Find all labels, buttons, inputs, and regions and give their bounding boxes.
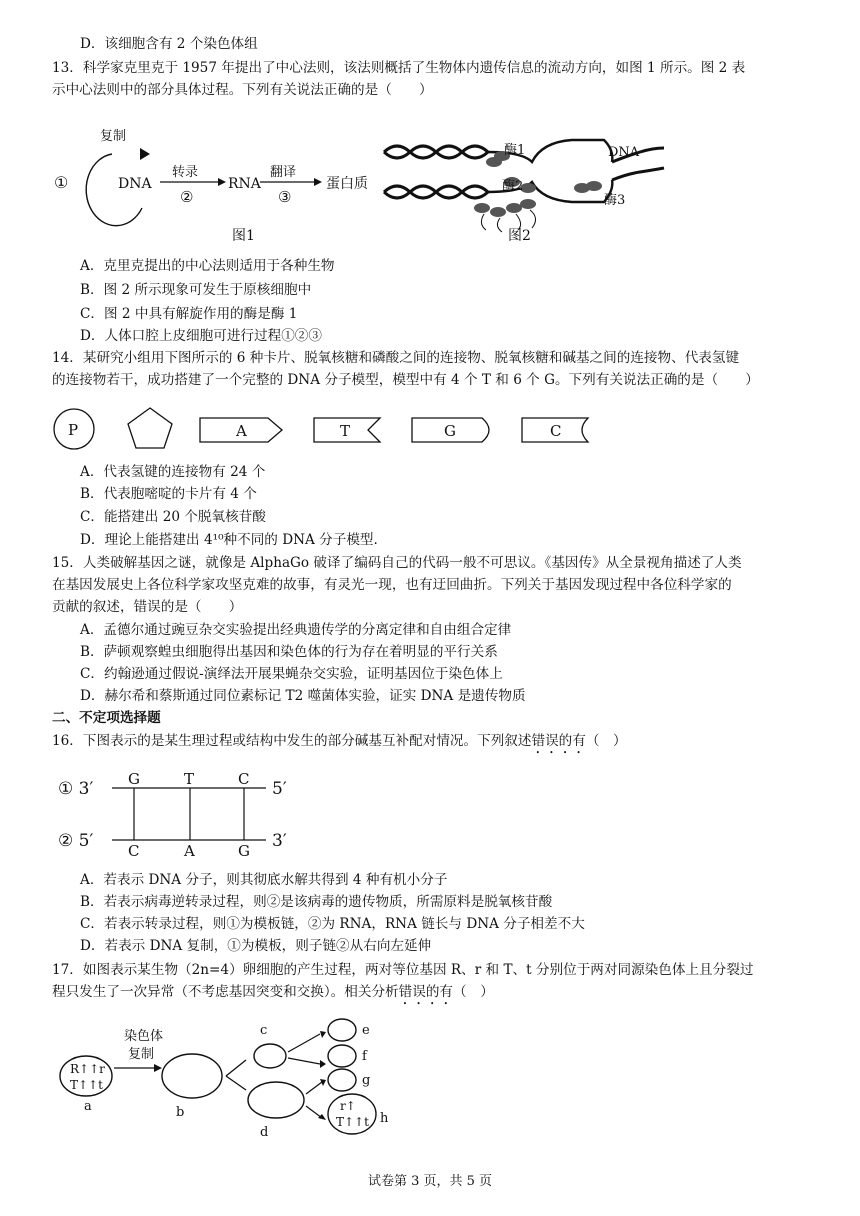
rna-label: RNA	[228, 176, 261, 192]
q16-base-pairing-diagram	[58, 762, 318, 872]
top-base: T	[184, 770, 195, 788]
q13-figure2-replication	[382, 122, 672, 242]
enzyme1-label: 酶1	[504, 143, 526, 158]
cell-e	[328, 1019, 356, 1041]
section-heading: 二、不定项选择题	[52, 710, 161, 726]
cell-h-genes-top: r↑	[340, 1099, 356, 1113]
dup-label: 复制	[128, 1047, 155, 1062]
cell-a-label: a	[84, 1099, 92, 1114]
enzyme3-label: 酶3	[604, 193, 626, 208]
cell-g	[328, 1069, 356, 1091]
q13-figure1-central-dogma	[52, 122, 392, 242]
cell-f	[328, 1045, 356, 1067]
q13-option-d: D．人体口腔上皮细胞可进行过程①②③	[80, 328, 322, 344]
page-footer: 试卷第 3 页，共 5 页	[367, 1174, 493, 1189]
cell-b-label: b	[176, 1105, 185, 1120]
q16-option-d: D．若表示 DNA 复制，①为模板，则子链②从右向左延伸	[80, 938, 432, 954]
q14-stem-line1: 14．某研究小组用下图所示的 6 种卡片、脱氧核糖和磷酸之间的连接物、脱氧核糖和碱基之间的连接物、代表氢键	[52, 350, 740, 366]
bottom-base: C	[128, 842, 140, 860]
q14-option-d: D．理论上能搭建出 4¹⁰种不同的 DNA 分子模型.	[80, 532, 378, 548]
cytosine-card-label: C	[550, 422, 562, 440]
guanine-card-label: G	[444, 422, 456, 440]
cell-h-label: h	[380, 1111, 389, 1126]
replicate-arrowhead	[140, 148, 150, 160]
process-2-marker: ②	[180, 188, 194, 206]
strand1-end: 5′	[272, 779, 287, 799]
strand2-end: 3′	[272, 831, 287, 851]
transcribe-label: 转录	[172, 165, 199, 180]
process-1-marker: ①	[54, 173, 69, 192]
cell-b	[162, 1054, 222, 1098]
q16-stem: 16．下图表示的是某生理过程或结构中发生的部分碱基互补配对情况。下列叙述错误的有（ ）	[52, 733, 627, 749]
protein-label: 蛋白质	[326, 176, 368, 192]
thymine-card-label: T	[340, 422, 351, 440]
translate-label: 翻译	[270, 165, 297, 180]
cell-f-label: f	[362, 1049, 367, 1064]
q16-option-a: A．若表示 DNA 分子，则其彻底水解共得到 4 种有机小分子	[80, 872, 448, 888]
figure1-caption: 图1	[232, 228, 255, 244]
cell-a-genes-bottom: T↑↑t	[70, 1078, 103, 1092]
phosphate-card-label: P	[68, 421, 79, 439]
q15-stem-line2: 在基因发展史上各位科学家攻坚克难的故事，有灵光一现，也有迂回曲折。下列关于基因发现过程中各位科学家的	[52, 577, 732, 593]
q13-stem-line2: 示中心法则中的部分具体过程。下列有关说法正确的是（ ）	[52, 82, 433, 98]
q14-cards	[52, 404, 612, 454]
q14-stem-line2: 的连接物若干，成功搭建了一个完整的 DNA 分子模型，模型中有 4 个 T 和 6 个 G。下列有关说法正确的是（ ）	[52, 372, 759, 388]
strand1-label: ① 3′	[58, 779, 94, 799]
deoxyribose-card	[128, 408, 172, 448]
adenine-card-label: A	[236, 422, 247, 440]
q17-oogenesis-diagram	[58, 1018, 418, 1148]
q15-stem-line1: 15．人类破解基因之谜，就像是 AlphaGo 破译了编码自己的代码一般不可思议。《基因传》从全景视角描述了人类	[52, 555, 742, 571]
process-3-marker: ③	[278, 188, 292, 206]
q14-option-b: B．代表胞嘧啶的卡片有 4 个	[80, 486, 257, 502]
q15-option-a: A．孟德尔通过豌豆杂交实验提出经典遗传学的分离定律和自由组合定律	[80, 622, 512, 638]
dna-label: DNA	[118, 176, 152, 192]
replicate-label: 复制	[100, 129, 127, 144]
cell-a-genes-top: R↑↑r	[70, 1062, 105, 1076]
cell-e-label: e	[362, 1023, 370, 1038]
q15-option-d: D．赫尔希和蔡斯通过同位素标记 T2 噬菌体实验，证实 DNA 是遗传物质	[80, 688, 526, 704]
q13-option-a: A．克里克提出的中心法则适用于各种生物	[80, 258, 335, 274]
cell-d	[248, 1082, 304, 1118]
q15-option-c: C．约翰逊通过假说-演绎法开展果蝇杂交实验，证明基因位于染色体上	[80, 666, 503, 682]
figure2-caption: 图2	[508, 228, 531, 244]
q13-option-b: B．图 2 所示现象可发生于原核细胞中	[80, 282, 312, 298]
q16-option-b: B．若表示病毒逆转录过程，则②是该病毒的遗传物质，所需原料是脱氧核苷酸	[80, 894, 553, 910]
q16-option-c: C．若表示转录过程，则①为模板链，②为 RNA，RNA 链长与 DNA 分子相差不大	[80, 916, 585, 932]
bottom-base: A	[184, 842, 195, 860]
chromosome-dup-label: 染色体	[124, 1029, 164, 1044]
enzyme2-label: 酶2	[502, 179, 524, 194]
cell-c	[254, 1044, 286, 1068]
q13-option-c: C．图 2 中具有解旋作用的酶是酶 1	[80, 306, 298, 322]
q14-option-a: A．代表氢键的连接物有 24 个	[80, 464, 266, 480]
top-base: C	[238, 770, 250, 788]
dna-label-fig2: DNA	[608, 145, 640, 160]
cell-d-label: d	[260, 1125, 269, 1140]
cell-c-label: c	[260, 1023, 268, 1038]
q17-stem-line2: 程只发生了一次异常（不考虑基因突变和交换）。相关分析错误的有（ ）	[52, 984, 494, 1000]
cell-h-genes-bottom: T↑↑t	[336, 1115, 369, 1129]
q15-option-b: B．萨顿观察蝗虫细胞得出基因和染色体的行为存在着明显的平行关系	[80, 644, 498, 660]
q15-stem-line3: 贡献的叙述，错误的是（ ）	[52, 599, 243, 615]
bottom-base: G	[238, 842, 250, 860]
cell-g-label: g	[362, 1073, 371, 1088]
q17-stem-line1: 17．如图表示某生物（2n=4）卵细胞的产生过程，两对等位基因 R、r 和 T、t 分别位于两对同源染色体上且分裂过	[52, 962, 754, 978]
q14-option-c: C．能搭建出 20 个脱氧核苷酸	[80, 509, 266, 525]
q13-stem-line1: 13．科学家克里克于 1957 年提出了中心法则，该法则概括了生物体内遗传信息的流动方向，如图 1 所示。图 2 表	[52, 60, 746, 76]
q12-option-d: D．该细胞含有 2 个染色体组	[80, 36, 258, 52]
top-base: G	[128, 770, 140, 788]
strand2-label: ② 5′	[58, 831, 94, 851]
